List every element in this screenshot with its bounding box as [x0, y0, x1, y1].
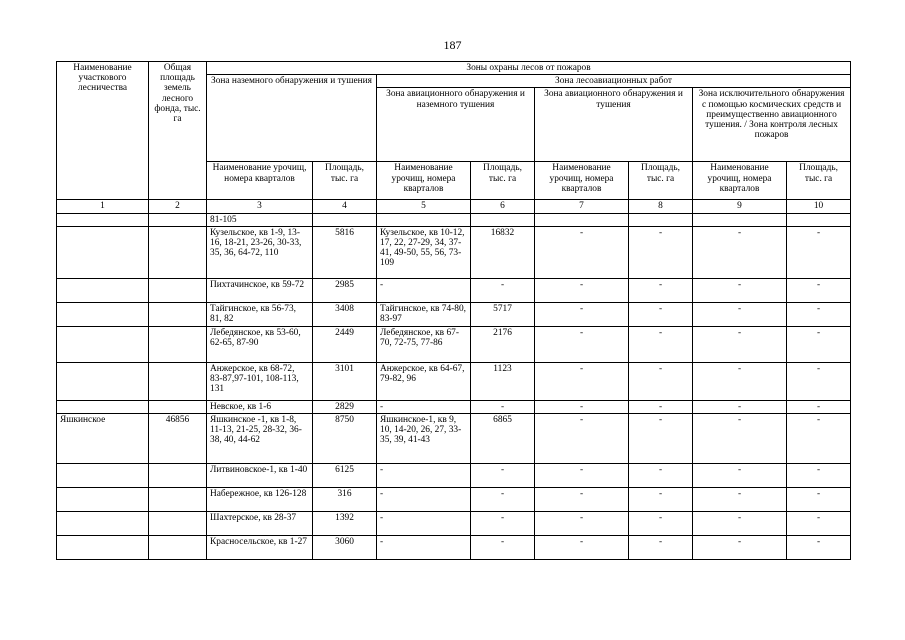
- table-cell-3: Кузельское, кв 1-9, 13-16, 18-21, 23-26, 30-33, 35, 36, 64-72, 110: [207, 226, 313, 278]
- header-sub-area: Площадь, тыс. га: [471, 162, 535, 200]
- table-cell-3: 81-105: [207, 213, 313, 226]
- table-cell-2: [149, 488, 207, 512]
- table-cell-4: 3408: [313, 302, 377, 326]
- table-cell-5: Анжерское, кв 64-67, 79-82, 96: [377, 362, 471, 400]
- table-cell-4: 1392: [313, 512, 377, 536]
- table-cell-6: 2176: [471, 326, 535, 362]
- table-row: [57, 302, 851, 326]
- table-cell-7: -: [535, 326, 629, 362]
- table-cell-4: 3060: [313, 536, 377, 560]
- table-cell-3: Красносельское, кв 1-27: [207, 536, 313, 560]
- table-cell-8: -: [629, 488, 693, 512]
- table-cell-5: Яшкинское-1, кв 9, 10, 14-20, 26, 27, 33-35, 39, 41-43: [377, 414, 471, 464]
- table-cell-9: -: [693, 488, 787, 512]
- table-cell-1: [57, 213, 149, 226]
- table-cell-1: [57, 226, 149, 278]
- table-body: [57, 213, 851, 559]
- header-sub-area: Площадь, тыс. га: [313, 162, 377, 200]
- table-cell-2: [149, 213, 207, 226]
- header-col-name: Наименование участкового лесничества: [57, 62, 149, 200]
- table-cell-7: -: [535, 400, 629, 413]
- table-cell-5: -: [377, 488, 471, 512]
- table-cell-1: [57, 326, 149, 362]
- table-cell-5: -: [377, 512, 471, 536]
- table-cell-5: Тайгинское, кв 74-80, 83-97: [377, 302, 471, 326]
- column-number: 9: [693, 200, 787, 213]
- table-cell-6: [471, 213, 535, 226]
- table-cell-1: [57, 400, 149, 413]
- table-cell-4: 8750: [313, 414, 377, 464]
- table-row: [57, 488, 851, 512]
- table-cell-9: -: [693, 362, 787, 400]
- table-cell-1: [57, 536, 149, 560]
- table-cell-9: -: [693, 414, 787, 464]
- table-cell-2: [149, 226, 207, 278]
- table-row: [57, 213, 851, 226]
- table-cell-3: Шахтерское, кв 28-37: [207, 512, 313, 536]
- table-cell-3: Яшкинское -1, кв 1-8, 11-13, 21-25, 28-32, 36-38, 40, 44-62: [207, 414, 313, 464]
- table-cell-1: [57, 278, 149, 302]
- table-cell-4: 6125: [313, 464, 377, 488]
- table-cell-8: -: [629, 226, 693, 278]
- table-cell-10: -: [787, 362, 851, 400]
- column-number: 6: [471, 200, 535, 213]
- table-cell-2: [149, 512, 207, 536]
- table-cell-9: -: [693, 464, 787, 488]
- table-cell-2: [149, 278, 207, 302]
- table-cell-6: -: [471, 464, 535, 488]
- column-number: 3: [207, 200, 313, 213]
- table-cell-7: -: [535, 414, 629, 464]
- table-row: [57, 278, 851, 302]
- table-cell-7: -: [535, 362, 629, 400]
- table-cell-8: -: [629, 302, 693, 326]
- table-row: [57, 414, 851, 464]
- table-cell-10: -: [787, 414, 851, 464]
- table-cell-3: Лебедянское, кв 53-60, 62-65, 87-90: [207, 326, 313, 362]
- table-cell-2: [149, 400, 207, 413]
- header-aviation-works: Зона лесоавиационных работ: [377, 75, 851, 88]
- table-cell-10: -: [787, 536, 851, 560]
- table-cell-7: -: [535, 278, 629, 302]
- column-number: 1: [57, 200, 149, 213]
- table-cell-8: -: [629, 536, 693, 560]
- table-cell-9: -: [693, 302, 787, 326]
- table-cell-7: -: [535, 302, 629, 326]
- table-cell-9: -: [693, 400, 787, 413]
- header-ground-zone: Зона наземного обнаружения и тушения: [207, 75, 377, 162]
- column-number: 8: [629, 200, 693, 213]
- table-row: [57, 512, 851, 536]
- table-cell-3: Набережное, кв 126-128: [207, 488, 313, 512]
- page-number: 187: [443, 38, 462, 52]
- table-cell-6: -: [471, 400, 535, 413]
- column-number: 7: [535, 200, 629, 213]
- header-exclusive-zone: Зона исключительного обнаружения с помощью космических средств и преимущественно авиационного тушения. / Зона контроля лесных пожаров: [693, 88, 851, 162]
- table-cell-3: Пихтачинское, кв 59-72: [207, 278, 313, 302]
- header-sub-name: Наименование урочищ, номера кварталов: [207, 162, 313, 200]
- table-cell-5: Лебедянское, кв 67-70, 72-75, 77-86: [377, 326, 471, 362]
- table-cell-8: -: [629, 278, 693, 302]
- table-cell-4: [313, 213, 377, 226]
- table-cell-6: -: [471, 536, 535, 560]
- column-number: 2: [149, 200, 207, 213]
- table-cell-1: [57, 488, 149, 512]
- table-cell-9: [693, 213, 787, 226]
- header-avia-zone: Зона авиационного обнаружения и тушения: [535, 88, 693, 162]
- header-sub-name: Наименование урочищ, номера кварталов: [377, 162, 471, 200]
- table-row: [57, 536, 851, 560]
- table-cell-1: [57, 464, 149, 488]
- table-cell-1: [57, 512, 149, 536]
- table-cell-1: [57, 302, 149, 326]
- table-cell-8: -: [629, 400, 693, 413]
- header-sub-area: Площадь, тыс. га: [629, 162, 693, 200]
- table-cell-5: Кузельское, кв 10-12, 17, 22, 27-29, 34, 37-41, 49-50, 55, 56, 73-109: [377, 226, 471, 278]
- header-sub-area: Площадь, тыс. га: [787, 162, 851, 200]
- table-cell-4: 2449: [313, 326, 377, 362]
- table-cell-10: -: [787, 400, 851, 413]
- table-cell-4: 3101: [313, 362, 377, 400]
- table-cell-7: -: [535, 512, 629, 536]
- table-cell-4: 316: [313, 488, 377, 512]
- table-cell-10: -: [787, 512, 851, 536]
- header-sub-name: Наименование урочищ, номера кварталов: [693, 162, 787, 200]
- table-cell-2: [149, 326, 207, 362]
- table-cell-9: -: [693, 326, 787, 362]
- table-cell-7: -: [535, 488, 629, 512]
- table-cell-8: -: [629, 464, 693, 488]
- table-cell-7: -: [535, 226, 629, 278]
- header-zones-title: Зоны охраны лесов от пожаров: [207, 62, 851, 75]
- table-cell-2: [149, 536, 207, 560]
- table-cell-9: -: [693, 278, 787, 302]
- column-number: 4: [313, 200, 377, 213]
- column-number: 5: [377, 200, 471, 213]
- table-cell-8: -: [629, 414, 693, 464]
- table-cell-1: Яшкинское: [57, 414, 149, 464]
- table-row: [57, 400, 851, 413]
- table-cell-1: [57, 362, 149, 400]
- table-cell-3: Тайгинское, кв 56-73, 81, 82: [207, 302, 313, 326]
- table-cell-6: 1123: [471, 362, 535, 400]
- table-cell-8: -: [629, 362, 693, 400]
- table-cell-7: -: [535, 464, 629, 488]
- table-cell-8: -: [629, 512, 693, 536]
- table-cell-4: 2985: [313, 278, 377, 302]
- table-cell-9: -: [693, 512, 787, 536]
- header-col-total: Общая площадь земель лесного фонда, тыс. га: [149, 62, 207, 200]
- table-row: [57, 464, 851, 488]
- table-cell-5: -: [377, 278, 471, 302]
- table-cell-8: -: [629, 326, 693, 362]
- table-row: [57, 326, 851, 362]
- table-cell-10: -: [787, 464, 851, 488]
- table-cell-5: -: [377, 464, 471, 488]
- table-cell-5: [377, 213, 471, 226]
- table-cell-10: -: [787, 326, 851, 362]
- table-cell-5: -: [377, 536, 471, 560]
- table-row: [57, 226, 851, 278]
- table-cell-10: -: [787, 302, 851, 326]
- table-cell-5: -: [377, 400, 471, 413]
- table-row: [57, 362, 851, 400]
- table-cell-9: -: [693, 226, 787, 278]
- table-cell-10: -: [787, 278, 851, 302]
- table-cell-2: 46856: [149, 414, 207, 464]
- table-cell-10: -: [787, 488, 851, 512]
- table-cell-6: -: [471, 278, 535, 302]
- table-cell-2: [149, 464, 207, 488]
- table-cell-6: -: [471, 512, 535, 536]
- table-cell-3: Литвиновское-1, кв 1-40: [207, 464, 313, 488]
- table-cell-2: [149, 302, 207, 326]
- table-cell-10: [787, 213, 851, 226]
- table-cell-8: [629, 213, 693, 226]
- header-avia-ground-zone: Зона авиационного обнаружения и наземного тушения: [377, 88, 535, 162]
- table-cell-4: 2829: [313, 400, 377, 413]
- table-cell-10: -: [787, 226, 851, 278]
- column-number: 10: [787, 200, 851, 213]
- fire-zones-table: [56, 61, 851, 560]
- table-cell-3: Анжерское, кв 68-72, 83-87,97-101, 108-113, 131: [207, 362, 313, 400]
- table-cell-4: 5816: [313, 226, 377, 278]
- table-cell-3: Невское, кв 1-6: [207, 400, 313, 413]
- table-cell-6: 5717: [471, 302, 535, 326]
- table-cell-7: [535, 213, 629, 226]
- table-cell-6: -: [471, 488, 535, 512]
- table-cell-6: 16832: [471, 226, 535, 278]
- table-cell-9: -: [693, 536, 787, 560]
- table-cell-7: -: [535, 536, 629, 560]
- table-cell-6: 6865: [471, 414, 535, 464]
- table-cell-2: [149, 362, 207, 400]
- header-sub-name: Наименование урочищ, номера кварталов: [535, 162, 629, 200]
